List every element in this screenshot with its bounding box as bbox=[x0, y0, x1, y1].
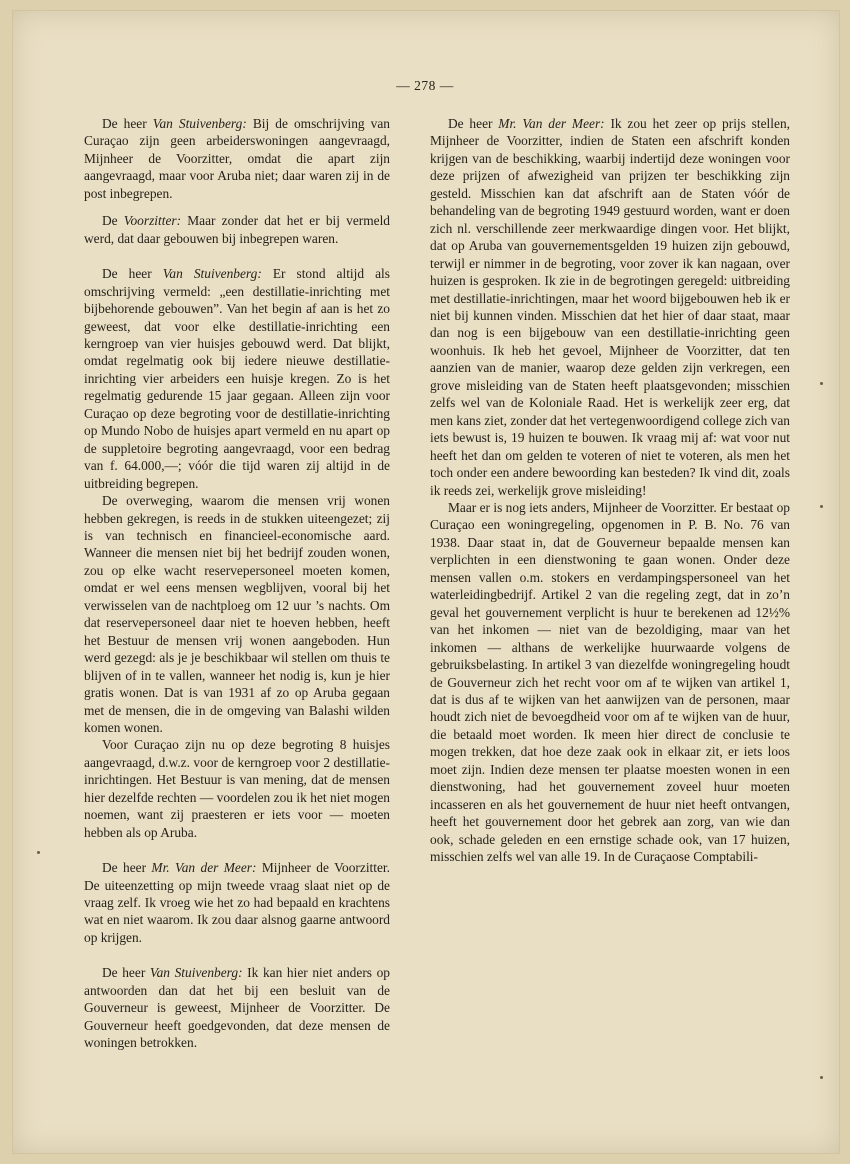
right-column bbox=[430, 115, 790, 865]
left-column bbox=[84, 115, 390, 1052]
speaker-name: Voorzitter: bbox=[123, 213, 182, 229]
speck bbox=[820, 1076, 823, 1079]
speck bbox=[820, 382, 823, 385]
speaker-name: Mr. Van der Meer: bbox=[151, 860, 257, 876]
speaker-name: Van Stuivenberg: bbox=[152, 116, 247, 131]
paragraph: De heer Mr. Van der Meer: Ik zou het zeer op prijs stellen, Mijnheer de Voorzitter, indien de Staten een afschrift konden krijgen van de beschikking, waarbij indertijd deze woningen voor deze prijzen of afwezigheid van prijzen ter beschikking zijn gesteld. Misschien kan dat afschrift aan de Staten vóór de behandeling van de begroting 1949 gestuurd worden, want er doen zich nl. verschillende zeer merkwaardige dingen voor. Het blijkt, dat op Aruba van gouvernementsgelden 19 huizen zijn gebouwd, terwijl er nimmer in de begroting, voor zover ik kan nagaan, over huizen is gesproken. Ik zie in de begrotingen geregeld: uitbreiding met destillatie-inrichtingen, maar het woord bijgebouwen heb ik er niet bij kunnen vinden. Misschien dat het hier of daar staat, maar dan nog is een bijgebouw van een destillatie-inrichting geen woonhuis. Ik heb het gevoel, Mijnheer de Voorzitter, dat ten aanzien van de manier, waarop deze gelden zijn verkregen, een grove misleiding van de Staten heeft plaatsgevonden; misschien zelfs wel van de Koloniale Raad. Het is werkelijk zeer erg, dat men kans ziet, zonder dat het vertegenwoordigend college zich van iets bewust is, 19 huizen te bouwen. Ik vraag mij af: wat voor nut heeft het dan om gelden te voteren of niet te voteren, als men het toch onder een andere bewoording kan besteden? Ik vind dit, zoals ik reeds zei, werkelijk grove misleiding! bbox=[430, 116, 790, 498]
paragraph: De Voorzitter: Maar zonder dat het er bij vermeld werd, dat daar gebouwen bij inbegrepen waren. bbox=[84, 213, 390, 246]
speaker-name: Mr. Van der Meer: bbox=[498, 116, 605, 131]
speck bbox=[820, 505, 823, 508]
speaker-name: Van Stuivenberg: bbox=[149, 965, 243, 981]
paragraph: De overweging, waarom die mensen vrij wonen hebben gekregen, is reeds in de stukken uiteengezet; zij is van technisch en financieel-economische aard. Wanneer die mensen niet bij het bedrijf zouden wonen, zou op elke wacht reservepersoneel moeten komen, omdat er wel eens mensen wegblijven, vooral bij het verwisselen van de nachtploeg om 12 uur ’s nachts. Om dat reservepersoneel daar niet te hoeven hebben, heeft het Bestuur de mensen vrij wonen aangeboden. Hun werd gezegd: als je je beschikbaar wil stellen om thuis te blijven of in te vallen, wanneer het nodig is, kun je hier gratis wonen. Dat is van 1931 af zo op Aruba gegaan met de mensen, die in de omgeving van Balashi wilden komen wonen. bbox=[84, 493, 390, 735]
paragraph: De heer Mr. Van der Meer: Mijnheer de Voorzitter. De uiteenzetting op mijn tweede vraag slaat niet op de vraag zelf. Ik vroeg wie het zo had bepaald en krachtens wat en niet waarom. Ik zou daar alsnog gaarne antwoord op krijgen. bbox=[84, 860, 390, 945]
paragraph: Maar er is nog iets anders, Mijnheer de Voorzitter. Er bestaat op Curaçao een woningregeling, opgenomen in P. B. No. 76 van 1938. Daar staat in, dat de Gouverneur bepaalde mensen kan verplichten in een dienstwoning te gaan wonen. Onder deze mensen vallen o.m. stokers en verdampingspersoneel van het waterleidingbedrijf. Artikel 2 van die regeling zegt, dat in zo’n geval het gouvernement verplicht is huur te berekenen ad 12½% van het inkomen — niet van de bezoldiging, maar van het inkomen — althans de werkelijke huurwaarde volgens de gebruiksbelasting. In artikel 3 van diezelfde woningregeling houdt de Gouverneur zich het recht voor om af te wijken van artikel 1, dat is dus af te wijken van het aanwijzen van de personen, maar houdt zich niet de bevoegdheid voor om af te wijken van de huur, die betaald moet worden. Ik meen hier direct de conclusie te mogen trekken, dat hoe deze zaak ook in elkaar zit, er iets loos moet zijn. Indien deze mensen ter plaatse moesten wonen in een dienstwoning, had het gouvernement zoveel huur moeten incasseren en als het gouvernement de huur niet heeft ontvangen, heeft het gouvernement door het gebrek aan zorg, van wie dan ook, schade geleden en een ernstige schade ook, van 17 huizen, misschien zelfs wel van alle 19. In de Curaçaose Comptabili- bbox=[430, 499, 790, 865]
speck bbox=[37, 851, 40, 854]
speaker-name: Van Stuivenberg: bbox=[162, 266, 262, 282]
paragraph: De heer Van Stuivenberg: Er stond altijd als omschrijving vermeld: „een destillatie-inrichting met bijbehorende gebouwen”. Van het begin af aan is het zo geweest, dat voor elke destillatie-inrichting een kerngroep van vier huisjes gebouwd werd. Dat blijkt, omdat regelmatig ook bij iedere nieuwe destillatie-inrichting vier arbeiders een huisje kregen. Zo is het regelmatig gedurende 15 jaar gegaan. Alleen zijn voor Curaçao op deze begroting voor de destillatie-inrichting op Mundo Nobo de huisjes apart vermeld en nu apart op de suppletoire begroting aangevraagd, voor een bedrag van f. 64.000,—; vóór die tijd waren zij altijd in de uitbreiding begrepen. bbox=[84, 266, 390, 491]
paragraph: De heer Van Stuivenberg: Bij de omschrijving van Curaçao zijn geen arbeiderswoningen aangevraagd, Mijnheer de Voorzitter, omdat die apart zijn aangevraagd, maar voor Aruba niet; daar waren zij in de post inbegrepen. bbox=[84, 116, 391, 201]
paragraph: De heer Van Stuivenberg: Ik kan hier niet anders op antwoorden dan dat het bij een besluit van de Gouverneur is geweest, Mijnheer de Voorzitter. De Gouverneur heeft goedgevonden, dat deze mensen de woningen betrokken. bbox=[84, 965, 391, 1051]
page-number: — 278 — bbox=[396, 78, 454, 93]
paragraph: Voor Curaçao zijn nu op deze begroting 8 huisjes aangevraagd, d.w.z. voor de kerngroep voor 2 destillatie-inrichtingen. Het Bestuur is van mening, dat de mensen hier dezelfde rechten — voordelen zou ik het niet mogen noemen, want zij praesteren er iets voor — moeten hebben als op Aruba. bbox=[84, 737, 390, 840]
